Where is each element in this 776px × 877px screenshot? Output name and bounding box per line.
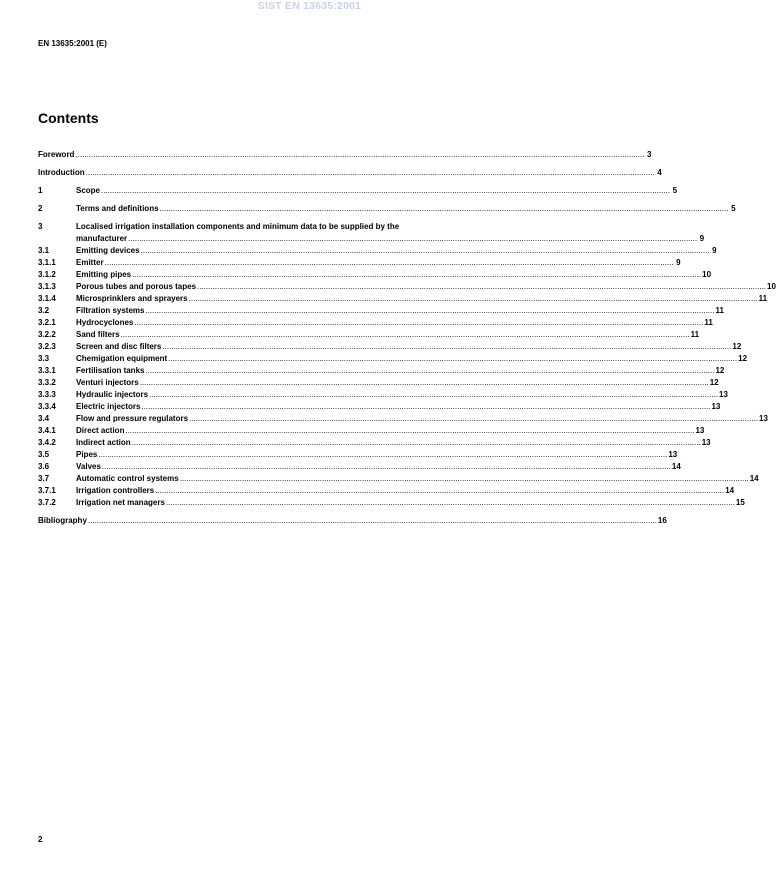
leader-dots — [162, 341, 731, 353]
leader-dots — [98, 449, 667, 461]
toc-entry-title: Hydrocyclones — [76, 318, 134, 327]
toc-entry-title: Hydraulic injectors — [76, 390, 149, 399]
toc-subentry[interactable] — [38, 485, 735, 497]
toc-entry-terms[interactable] — [38, 203, 736, 215]
toc-subentry[interactable] — [38, 473, 759, 485]
toc-entry-number: 3.2.1 — [38, 318, 56, 327]
toc-subentry[interactable] — [38, 413, 768, 425]
toc-entry-page: 16 — [657, 516, 667, 525]
toc-entry-title: Porous tubes and porous tapes — [76, 282, 197, 291]
leader-dots — [140, 377, 709, 389]
toc-entry-title: Scope — [76, 186, 101, 195]
toc-entry-page: 5 — [731, 204, 736, 213]
toc-entry-page: 11 — [690, 330, 700, 339]
toc-entry-title: Terms and definitions — [76, 204, 159, 213]
toc-entry-title: Microsprinklers and sprayers — [76, 294, 188, 303]
toc-entry-page: 13 — [701, 438, 711, 447]
toc-subentry[interactable] — [38, 293, 768, 305]
leader-dots — [132, 269, 701, 281]
leader-dots — [141, 401, 710, 413]
toc-entry-page: 13 — [668, 450, 678, 459]
toc-entry-number: 3.1.1 — [38, 258, 56, 267]
toc-entry-title: Fertilisation tanks — [76, 366, 145, 375]
toc-entry-title: Irrigation controllers — [76, 486, 155, 495]
toc-entry-title: Pipes — [76, 450, 98, 459]
toc-entry-bibliography[interactable] — [38, 515, 667, 527]
toc-entry-page: 9 — [712, 246, 717, 255]
leader-dots — [121, 329, 690, 341]
toc-entry-number: 3.3 — [38, 354, 50, 363]
toc-entry-number: 3.1.4 — [38, 294, 56, 303]
leader-dots — [86, 167, 655, 179]
toc-subentry[interactable] — [38, 389, 728, 401]
toc-entry-page: 13 — [719, 390, 728, 399]
toc-subentry[interactable] — [38, 245, 717, 257]
toc-entry-page: 11 — [758, 294, 768, 303]
leader-dots — [141, 245, 710, 257]
toc-entry-title: Irrigation net managers — [76, 498, 165, 507]
toc-entry-title: Indirect action — [76, 438, 131, 447]
toc-subentry[interactable] — [38, 305, 724, 317]
toc-subentry[interactable] — [38, 329, 700, 341]
toc-subentry[interactable] — [38, 437, 711, 449]
toc-entry-number: 3.3.3 — [38, 390, 56, 399]
toc-entry-title: Emitter — [76, 258, 104, 267]
toc-entry-number: 3.2.3 — [38, 342, 56, 351]
toc-entry-page: 9 — [699, 234, 705, 243]
toc-subentry[interactable] — [38, 317, 713, 329]
toc-entry-title: Foreword — [38, 150, 75, 159]
toc-subentry[interactable] — [38, 449, 678, 461]
toc-entry-title: Electric injectors — [76, 402, 141, 411]
toc-subentry[interactable] — [38, 461, 681, 473]
toc-entry-number: 3.4.2 — [38, 438, 56, 447]
toc-entry-page: 13 — [759, 414, 768, 423]
toc-entry-number: 3.7.2 — [38, 498, 56, 507]
toc-entry-page: 11 — [704, 318, 713, 327]
leader-dots — [189, 413, 758, 425]
toc-entry-page: 12 — [709, 378, 719, 387]
toc-entry-page: 11 — [715, 306, 724, 315]
table-of-contents — [38, 149, 776, 527]
toc-subsection-list — [38, 245, 776, 509]
leader-dots — [180, 473, 749, 485]
page-title: Contents — [38, 110, 99, 126]
toc-entry-page: 10 — [702, 270, 712, 279]
leader-dots — [149, 389, 718, 401]
toc-entry-introduction[interactable] — [38, 167, 662, 179]
leader-dots — [168, 353, 737, 365]
toc-entry-page: 14 — [725, 486, 735, 495]
leader-dots — [160, 203, 729, 215]
toc-entry-number: 3.3.1 — [38, 366, 56, 375]
toc-entry-number: 3.7 — [38, 474, 50, 483]
toc-entry-number: 3 — [38, 222, 43, 231]
toc-entry-page: 9 — [676, 258, 681, 267]
leader-dots — [197, 281, 766, 293]
toc-entry-number: 2 — [38, 204, 43, 213]
toc-entry-title: Emitting devices — [76, 246, 140, 255]
toc-entry-title: Flow and pressure regulators — [76, 414, 189, 423]
toc-entry-page: 5 — [672, 186, 678, 195]
leader-dots — [102, 461, 671, 473]
leader-dots — [145, 365, 714, 377]
toc-entry-title: Emitting pipes — [76, 270, 132, 279]
toc-entry-number: 3.4.1 — [38, 426, 56, 435]
leader-dots — [101, 185, 670, 197]
toc-entry-page: 3 — [647, 150, 652, 159]
toc-entry-number: 3.6 — [38, 462, 50, 471]
leader-dots — [189, 293, 758, 305]
toc-subentry[interactable] — [38, 497, 745, 509]
toc-subentry[interactable] — [38, 281, 776, 293]
toc-entry-number: 3.3.2 — [38, 378, 56, 387]
leader-dots — [88, 515, 657, 527]
toc-subentry[interactable] — [38, 353, 748, 365]
toc-entry-title: Sand filters — [76, 330, 120, 339]
toc-entry-foreword[interactable] — [38, 149, 652, 161]
toc-subentry[interactable] — [38, 341, 742, 353]
toc-entry-title: Bibliography — [38, 516, 87, 525]
toc-entry-page: 4 — [657, 168, 662, 177]
toc-entry-page: 10 — [767, 282, 776, 291]
toc-entry-title: Valves — [76, 462, 101, 471]
toc-entry-page: 12 — [732, 342, 742, 351]
toc-entry-number: 3.2 — [38, 306, 50, 315]
toc-entry-number: 3.7.1 — [38, 486, 56, 495]
watermark: SIST EN 13635:2001 — [257, 0, 362, 12]
toc-entry-title: Chemigation equipment — [76, 354, 168, 363]
toc-entry-number: 3.5 — [38, 450, 50, 459]
toc-entry-page: 13 — [711, 402, 721, 411]
toc-entry-page: 14 — [749, 474, 759, 483]
toc-entry-number: 3.1 — [38, 246, 50, 255]
toc-entry-title: Venturi injectors — [76, 378, 139, 387]
toc-entry-number: 3.1.3 — [38, 282, 56, 291]
toc-subentry[interactable] — [38, 365, 725, 377]
toc-entry-components[interactable] — [38, 221, 705, 245]
toc-entry-number: 3.4 — [38, 414, 50, 423]
leader-dots — [105, 257, 674, 269]
leader-dots — [125, 425, 694, 437]
toc-entry-title: Filtration systems — [76, 306, 145, 315]
toc-entry-scope[interactable] — [38, 185, 678, 197]
leader-dots — [155, 485, 724, 497]
toc-entry-title: Introduction — [38, 168, 85, 177]
page-number: 2 — [38, 835, 43, 844]
toc-entry-title: Automatic control systems — [76, 474, 179, 483]
toc-entry-number: 3.1.2 — [38, 270, 56, 279]
toc-entry-page: 13 — [695, 426, 705, 435]
leader-dots — [134, 317, 703, 329]
toc-entry-title: Direct action — [76, 426, 125, 435]
toc-entry-title-line2: manufacturer — [76, 234, 128, 243]
leader-dots — [145, 305, 714, 317]
toc-entry-title-line1: Localised irrigation installation components and minimum data to be supplied by the — [76, 222, 400, 231]
leader-dots — [128, 233, 697, 245]
toc-entry-page: 14 — [671, 462, 681, 471]
toc-entry-number: 3.2.2 — [38, 330, 56, 339]
toc-subentry[interactable] — [38, 257, 681, 269]
toc-subentry[interactable] — [38, 401, 721, 413]
toc-entry-title: Screen and disc filters — [76, 342, 162, 351]
toc-entry-number: 3.3.4 — [38, 402, 56, 411]
leader-dots — [166, 497, 735, 509]
toc-subentry[interactable] — [38, 269, 712, 281]
document-id: EN 13635:2001 (E) — [38, 39, 107, 48]
leader-dots — [75, 149, 644, 161]
toc-entry-number: 1 — [38, 186, 43, 195]
toc-subentry[interactable] — [38, 377, 719, 389]
toc-entry-page: 12 — [715, 366, 725, 375]
toc-subentry[interactable] — [38, 425, 705, 437]
toc-entry-page: 15 — [735, 498, 745, 507]
leader-dots — [132, 437, 701, 449]
toc-entry-page: 12 — [738, 354, 748, 363]
